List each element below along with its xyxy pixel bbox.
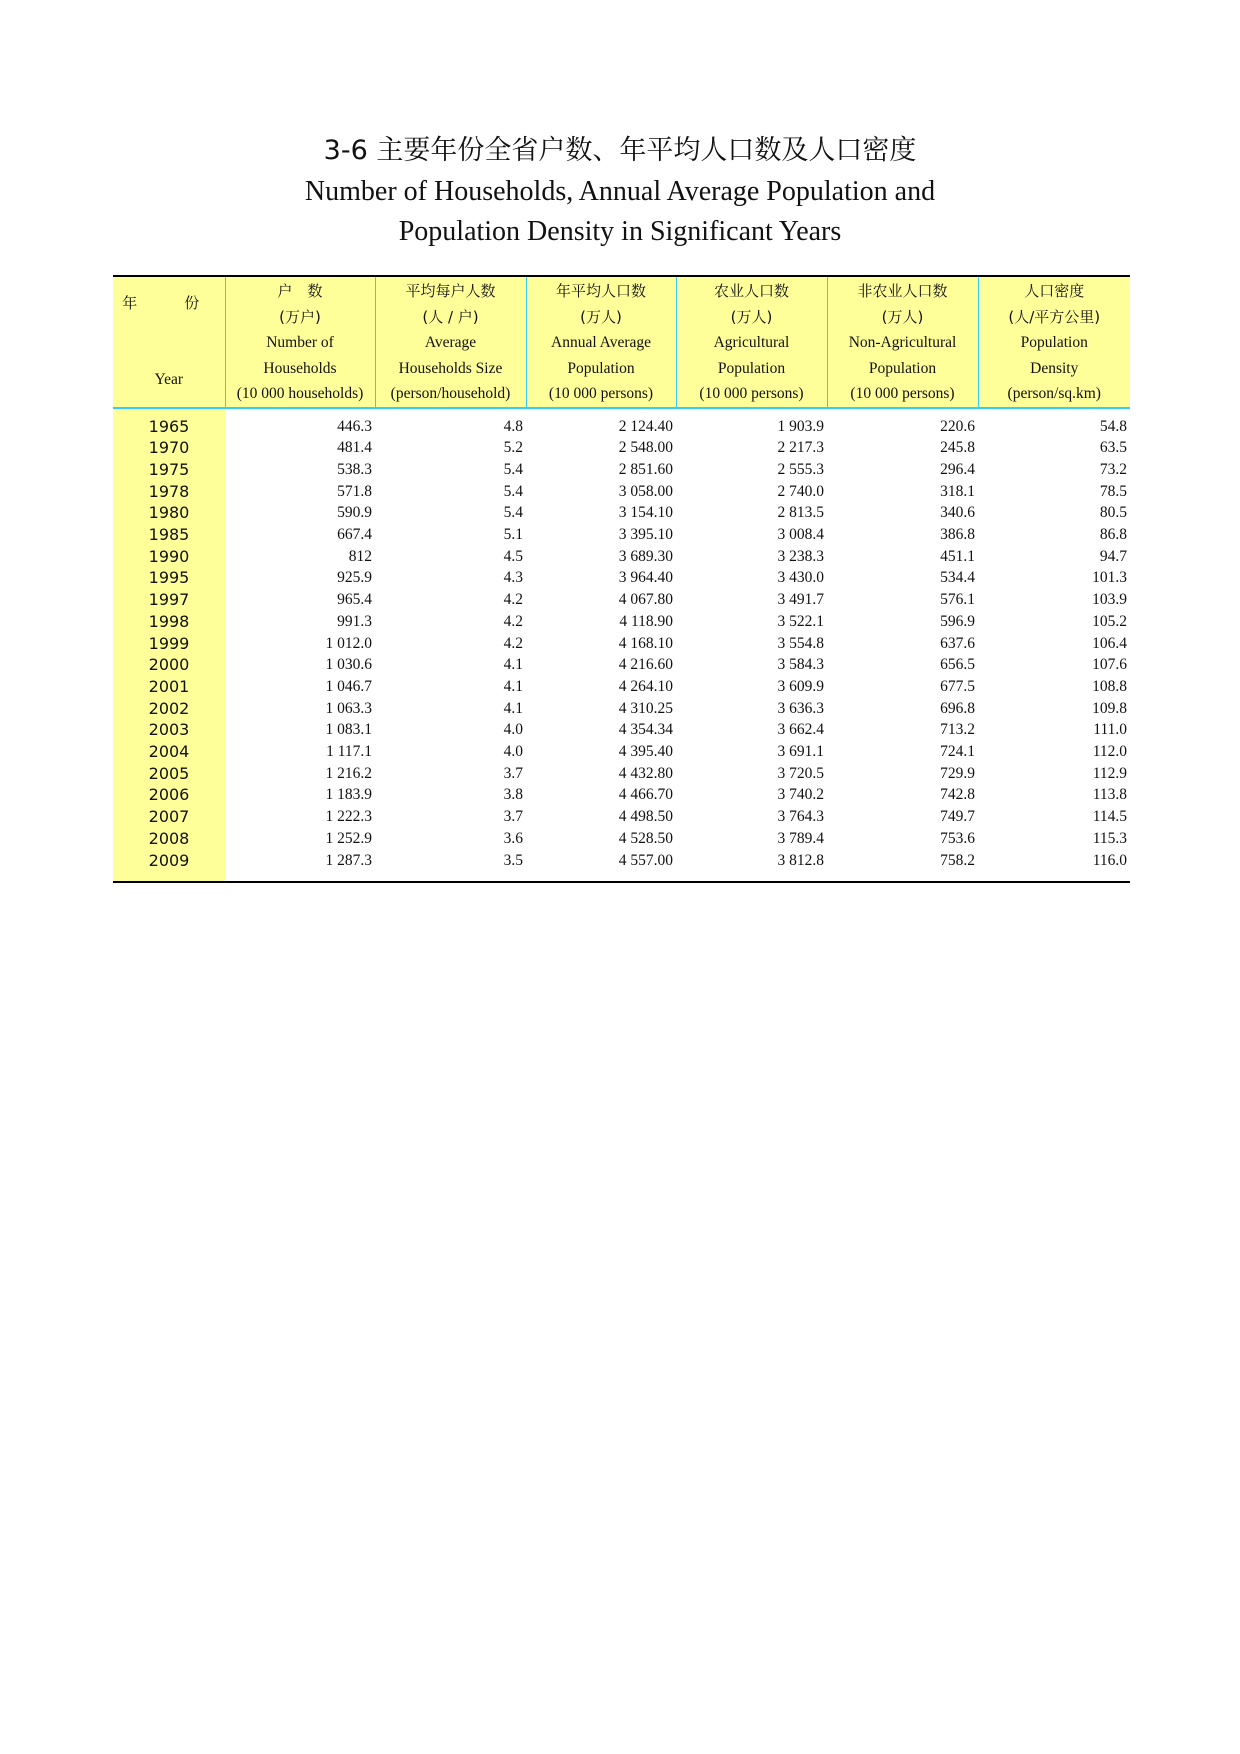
households-cell: 667.4 <box>337 526 372 544</box>
agricultural-population-cell: 3 636.3 <box>777 699 824 717</box>
agricultural-population-cell: 2 217.3 <box>777 439 824 457</box>
agricultural-population-cell: 1 903.9 <box>777 417 824 435</box>
column-header-zh: 户 数 <box>277 282 323 300</box>
year-cell: 1975 <box>113 459 225 481</box>
column-header-unit-en: (10 000 persons) <box>699 385 804 402</box>
agricultural-population-cell: 3 584.3 <box>777 656 824 674</box>
households-cell: 571.8 <box>337 482 372 500</box>
household-size-cell: 3.5 <box>503 851 523 869</box>
annual-average-population-cell: 4 310.25 <box>618 699 673 717</box>
households-cell: 446.3 <box>337 417 372 435</box>
column-header-year <box>113 276 225 408</box>
non-agricultural-population-cell: 386.8 <box>940 526 975 544</box>
household-size-cell: 4.2 <box>503 612 523 630</box>
households-cell: 1 183.9 <box>325 786 372 804</box>
non-agricultural-population-cell: 596.9 <box>940 612 975 630</box>
column-header-unit-zh: (万人) <box>730 307 773 326</box>
population-table <box>113 275 1130 883</box>
table-row <box>113 567 1130 589</box>
year-cell: 2007 <box>113 806 225 828</box>
household-size-cell: 4.0 <box>503 743 523 761</box>
agricultural-population-cell: 3 491.7 <box>777 591 824 609</box>
page-title-english-line-1: Number of Households, Annual Average Population and <box>304 176 936 207</box>
non-agricultural-population-cell: 749.7 <box>940 808 975 826</box>
agricultural-population-cell: 3 522.1 <box>777 612 824 630</box>
table-spacer-row <box>113 871 1130 882</box>
household-size-cell: 4.1 <box>503 677 523 695</box>
household-size-cell: 4.8 <box>503 417 523 435</box>
household-size-cell: 4.0 <box>503 721 523 739</box>
non-agricultural-population-cell: 677.5 <box>940 677 975 695</box>
household-size-cell: 3.7 <box>503 764 523 782</box>
year-cell: 1965 <box>113 416 225 438</box>
year-cell: 1980 <box>113 502 225 524</box>
annual-average-population-cell: 4 395.40 <box>618 743 673 761</box>
population-density-cell: 54.8 <box>1099 417 1127 435</box>
household-size-cell: 4.2 <box>503 634 523 652</box>
population-density-cell: 103.9 <box>1092 591 1127 609</box>
page-title-chinese: 3-6 主要年份全省户数、年平均人口数及人口密度 <box>323 135 917 166</box>
annual-average-population-cell: 2 851.60 <box>618 460 673 478</box>
column-header-unit-en: (10 000 persons) <box>548 385 654 402</box>
annual-average-population-cell: 4 528.50 <box>618 829 673 847</box>
column-header-population-density <box>978 276 1130 408</box>
table-row <box>113 784 1130 806</box>
agricultural-population-cell: 3 789.4 <box>777 829 824 847</box>
year-cell: 2000 <box>113 654 225 676</box>
household-size-cell: 5.4 <box>503 482 523 500</box>
year-cell: 1998 <box>113 611 225 633</box>
non-agricultural-population-cell: 451.1 <box>940 547 975 565</box>
table-row <box>113 524 1130 546</box>
annual-average-population-cell: 4 067.80 <box>618 591 673 609</box>
table-row <box>113 633 1130 655</box>
annual-average-population-cell: 4 498.50 <box>618 808 673 826</box>
households-cell: 538.3 <box>337 460 372 478</box>
non-agricultural-population-cell: 713.2 <box>940 721 975 739</box>
column-header-en: Density <box>1030 359 1079 377</box>
population-density-cell: 63.5 <box>1099 439 1127 457</box>
non-agricultural-population-cell: 245.8 <box>940 439 975 457</box>
population-density-cell: 113.8 <box>1092 786 1127 804</box>
column-header-en: Agricultural <box>713 334 790 351</box>
year-cell: 1999 <box>113 633 225 655</box>
table-body <box>113 408 1130 883</box>
households-cell: 1 117.1 <box>326 743 372 761</box>
population-density-cell: 80.5 <box>1099 504 1127 522</box>
year-cell: 2002 <box>113 698 225 720</box>
year-cell: 1990 <box>113 546 225 568</box>
column-header-en: Non-Agricultural <box>848 334 957 351</box>
household-size-cell: 5.4 <box>503 460 523 478</box>
column-header-unit-zh: (万人) <box>881 307 924 326</box>
population-density-cell: 112.9 <box>1092 764 1127 782</box>
column-header-year-zh: 年 份 <box>122 294 216 312</box>
year-cell: 1997 <box>113 589 225 611</box>
column-header-en: Population <box>717 359 786 377</box>
year-cell: 1978 <box>113 481 225 503</box>
year-cell: 1995 <box>113 567 225 589</box>
households-cell: 1 063.3 <box>325 699 372 717</box>
population-density-cell: 116.0 <box>1092 851 1127 869</box>
non-agricultural-population-cell: 742.8 <box>940 786 975 804</box>
households-cell: 481.4 <box>337 439 372 457</box>
column-header-unit-zh: (人 / 户) <box>422 307 479 326</box>
table-row <box>113 589 1130 611</box>
table-row <box>113 741 1130 763</box>
households-cell: 965.4 <box>337 591 372 609</box>
column-header-en: Households <box>263 359 337 377</box>
column-header-household-size <box>375 276 526 408</box>
agricultural-population-cell: 3 554.8 <box>777 634 824 652</box>
household-size-cell: 5.2 <box>503 439 523 457</box>
column-header-zh: 人口密度 <box>1024 282 1085 300</box>
column-header-annual-average-population <box>526 276 676 408</box>
population-density-cell: 115.3 <box>1092 829 1127 847</box>
population-density-cell: 112.0 <box>1092 743 1127 761</box>
non-agricultural-population-cell: 220.6 <box>940 417 975 435</box>
column-header-agricultural-population <box>676 276 827 408</box>
households-cell: 1 222.3 <box>325 808 372 826</box>
agricultural-population-cell: 3 008.4 <box>777 526 824 544</box>
annual-average-population-cell: 3 154.10 <box>618 504 673 522</box>
agricultural-population-cell: 3 764.3 <box>777 808 824 826</box>
table-row <box>113 763 1130 785</box>
annual-average-population-cell: 3 964.40 <box>618 569 673 587</box>
agricultural-population-cell: 3 691.1 <box>777 743 824 761</box>
households-cell: 1 012.0 <box>325 634 372 652</box>
households-cell: 1 030.6 <box>325 656 372 674</box>
non-agricultural-population-cell: 576.1 <box>940 591 975 609</box>
table-row <box>113 546 1130 568</box>
annual-average-population-cell: 2 124.40 <box>618 417 673 435</box>
year-cell: 2009 <box>113 850 225 872</box>
non-agricultural-population-cell: 753.6 <box>940 829 975 847</box>
population-density-cell: 114.5 <box>1092 808 1127 826</box>
non-agricultural-population-cell: 637.6 <box>940 634 975 652</box>
page-title-english-line-2: Population Density in Significant Years <box>398 216 842 247</box>
agricultural-population-cell: 3 720.5 <box>777 764 824 782</box>
households-cell: 812 <box>348 547 372 565</box>
population-density-cell: 86.8 <box>1099 526 1127 544</box>
table-row <box>113 437 1130 459</box>
table-header <box>113 276 1130 408</box>
population-density-cell: 78.5 <box>1099 482 1127 500</box>
agricultural-population-cell: 2 813.5 <box>777 504 824 522</box>
households-cell: 991.3 <box>337 612 372 630</box>
population-density-cell: 106.4 <box>1092 634 1127 652</box>
household-size-cell: 4.3 <box>503 569 523 587</box>
column-header-unit-en: (person/sq.km) <box>1007 385 1101 402</box>
annual-average-population-cell: 4 264.10 <box>618 677 673 695</box>
column-header-unit-en: (10 000 households) <box>236 385 364 402</box>
population-density-cell: 109.8 <box>1092 699 1127 717</box>
population-density-cell: 108.8 <box>1092 677 1127 695</box>
column-header-unit-en: (person/household) <box>390 385 511 402</box>
year-cell: 1985 <box>113 524 225 546</box>
non-agricultural-population-cell: 729.9 <box>940 764 975 782</box>
year-cell: 2008 <box>113 828 225 850</box>
year-cell: 2004 <box>113 741 225 763</box>
population-density-cell: 111.0 <box>1093 721 1127 739</box>
annual-average-population-cell: 4 354.34 <box>618 721 673 739</box>
households-cell: 1 083.1 <box>325 721 372 739</box>
column-header-unit-en: (10 000 persons) <box>850 385 955 402</box>
column-header-zh: 农业人口数 <box>713 282 789 300</box>
table-row <box>113 416 1130 438</box>
population-density-cell: 101.3 <box>1092 569 1127 587</box>
column-header-en: Number of <box>266 334 334 351</box>
column-header-en: Population <box>868 359 937 377</box>
annual-average-population-cell: 4 466.70 <box>618 786 673 804</box>
year-cell: 2005 <box>113 763 225 785</box>
table-row <box>113 481 1130 503</box>
non-agricultural-population-cell: 340.6 <box>940 504 975 522</box>
agricultural-population-cell: 3 662.4 <box>777 721 824 739</box>
population-density-cell: 105.2 <box>1092 612 1127 630</box>
annual-average-population-cell: 4 168.10 <box>618 634 673 652</box>
table-spacer-row <box>113 408 1130 416</box>
non-agricultural-population-cell: 318.1 <box>940 482 975 500</box>
household-size-cell: 5.4 <box>503 504 523 522</box>
column-header-zh: 年平均人口数 <box>555 282 646 300</box>
table-row <box>113 828 1130 850</box>
table-row <box>113 502 1130 524</box>
household-size-cell: 4.2 <box>503 591 523 609</box>
column-header-en: Households Size <box>398 359 503 377</box>
table-row <box>113 850 1130 872</box>
households-cell: 590.9 <box>337 504 372 522</box>
annual-average-population-cell: 4 432.80 <box>618 764 673 782</box>
table-row <box>113 806 1130 828</box>
year-cell: 1970 <box>113 437 225 459</box>
households-cell: 1 216.2 <box>325 764 372 782</box>
column-header-en: Population <box>1020 334 1088 351</box>
column-header-en: Annual Average <box>551 334 651 351</box>
column-header-households <box>225 276 375 408</box>
households-cell: 1 252.9 <box>325 829 372 847</box>
column-header-unit-zh: (人/平方公里) <box>1008 307 1101 326</box>
agricultural-population-cell: 3 609.9 <box>777 677 824 695</box>
table-row <box>113 459 1130 481</box>
year-cell: 2001 <box>113 676 225 698</box>
annual-average-population-cell: 4 118.90 <box>619 612 673 630</box>
agricultural-population-cell: 3 238.3 <box>777 547 824 565</box>
population-density-cell: 73.2 <box>1099 460 1127 478</box>
non-agricultural-population-cell: 656.5 <box>940 656 975 674</box>
agricultural-population-cell: 3 740.2 <box>777 786 824 804</box>
household-size-cell: 3.8 <box>503 786 523 804</box>
non-agricultural-population-cell: 534.4 <box>940 569 975 587</box>
table-row <box>113 719 1130 741</box>
annual-average-population-cell: 4 216.60 <box>618 656 673 674</box>
population-density-cell: 107.6 <box>1092 656 1127 674</box>
non-agricultural-population-cell: 724.1 <box>940 743 975 761</box>
annual-average-population-cell: 2 548.00 <box>618 439 673 457</box>
household-size-cell: 4.1 <box>503 699 523 717</box>
column-header-unit-zh: (万人) <box>580 307 622 326</box>
year-cell: 2003 <box>113 719 225 741</box>
table-row <box>113 676 1130 698</box>
column-header-unit-zh: (万户) <box>279 307 321 326</box>
household-size-cell: 4.5 <box>503 547 523 565</box>
annual-average-population-cell: 3 058.00 <box>618 482 673 500</box>
table-row <box>113 654 1130 676</box>
agricultural-population-cell: 2 740.0 <box>777 482 824 500</box>
column-header-en: Population <box>567 359 635 377</box>
households-cell: 1 046.7 <box>325 677 372 695</box>
annual-average-population-cell: 4 557.00 <box>618 851 673 869</box>
non-agricultural-population-cell: 758.2 <box>940 851 975 869</box>
column-header-en: Average <box>424 334 477 351</box>
annual-average-population-cell: 3 689.30 <box>618 547 673 565</box>
household-size-cell: 5.1 <box>503 526 523 544</box>
column-header-zh: 非农业人口数 <box>857 282 948 300</box>
household-size-cell: 3.6 <box>503 829 523 847</box>
agricultural-population-cell: 2 555.3 <box>777 460 824 478</box>
year-cell-spacer <box>113 408 225 416</box>
agricultural-population-cell: 3 430.0 <box>777 569 824 587</box>
column-header-zh: 平均每户人数 <box>405 282 496 300</box>
column-header-non-agricultural-population <box>827 276 978 408</box>
year-cell: 2006 <box>113 784 225 806</box>
table-row <box>113 611 1130 633</box>
households-cell: 925.9 <box>337 569 372 587</box>
population-density-cell: 94.7 <box>1099 547 1127 565</box>
non-agricultural-population-cell: 296.4 <box>940 460 975 478</box>
table-row <box>113 698 1130 720</box>
non-agricultural-population-cell: 696.8 <box>940 699 975 717</box>
households-cell: 1 287.3 <box>325 851 372 869</box>
agricultural-population-cell: 3 812.8 <box>777 851 824 869</box>
household-size-cell: 4.1 <box>503 656 523 674</box>
household-size-cell: 3.7 <box>503 808 523 826</box>
annual-average-population-cell: 3 395.10 <box>618 526 673 544</box>
column-header-year-en: Year <box>154 371 184 388</box>
